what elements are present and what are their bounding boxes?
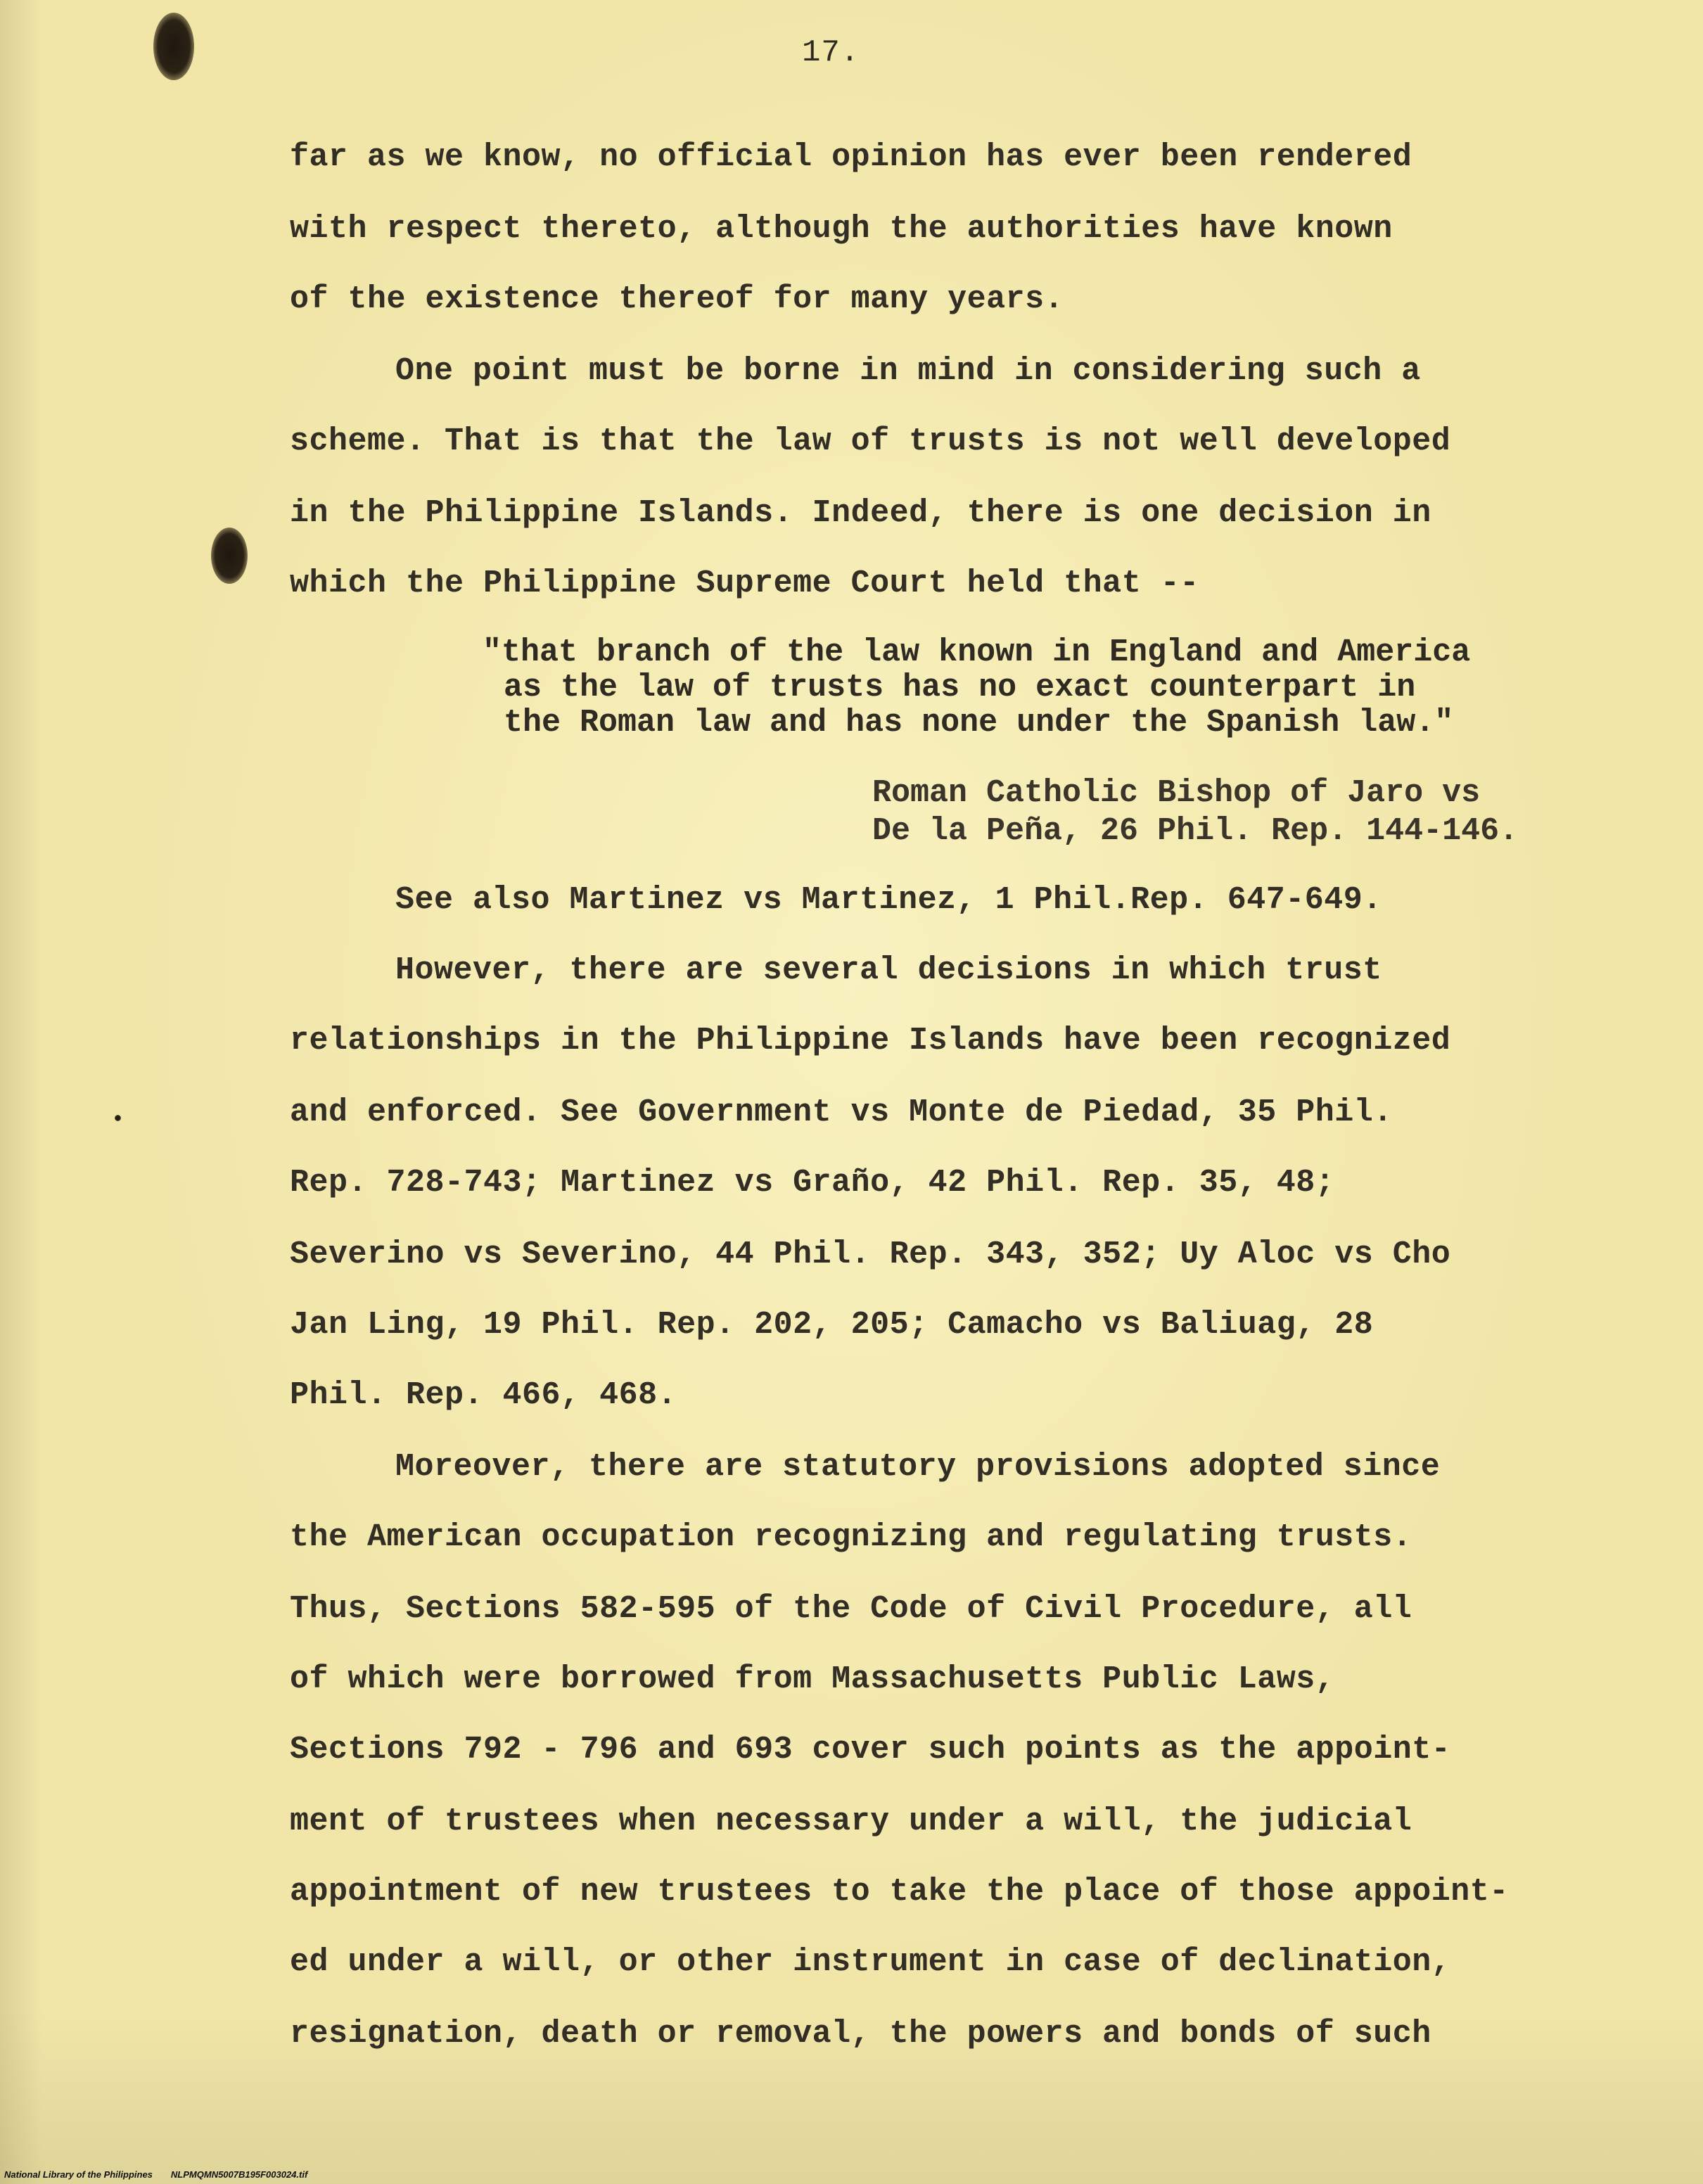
paragraph-3-line-3: and enforced. See Government vs Monte de Piedad, 35 Phil. bbox=[290, 1094, 1393, 1130]
paragraph-4-line-9: resignation, death or removal, the powers and bonds of such bbox=[290, 2016, 1431, 2052]
paragraph-1-line-2: with respect thereto, although the authorities have known bbox=[290, 211, 1393, 247]
quote-line-1: "that branch of the law known in England and America bbox=[483, 634, 1471, 670]
paragraph-4-line-3: Thus, Sections 582-595 of the Code of Civil Procedure, all bbox=[290, 1591, 1412, 1627]
paragraph-4-line-1: Moreover, there are statutory provisions adopted since bbox=[395, 1449, 1441, 1485]
paragraph-3-line-1: However, there are several decisions in which trust bbox=[395, 952, 1382, 988]
quote-line-2: as the law of trusts has no exact counterpart in bbox=[504, 670, 1416, 705]
citation-line-1: Roman Catholic Bishop of Jaro vs bbox=[872, 775, 1481, 811]
quote-line-3: the Roman law and has none under the Spanish law." bbox=[504, 705, 1454, 741]
paragraph-3-line-2: relationships in the Philippine Islands have been recognized bbox=[290, 1023, 1451, 1059]
ink-dot-small bbox=[115, 1115, 121, 1121]
paragraph-4-line-5: Sections 792 - 796 and 693 cover such points as the appoint- bbox=[290, 1732, 1451, 1768]
citation-line-2: De la Peña, 26 Phil. Rep. 144-146. bbox=[872, 813, 1519, 849]
paragraph-3-line-6: Jan Ling, 19 Phil. Rep. 202, 205; Camacho vs Baliuag, 28 bbox=[290, 1307, 1374, 1343]
footer-file-id: NLPMQMN5007B195F003024.tif bbox=[170, 2169, 308, 2180]
paragraph-2-line-2: scheme. That is that the law of trusts is not well developed bbox=[290, 423, 1451, 459]
paragraph-4-line-4: of which were borrowed from Massachusetts Public Laws, bbox=[290, 1661, 1335, 1697]
ink-blot-middle bbox=[211, 528, 248, 584]
paragraph-1-line-1: far as we know, no official opinion has ever been rendered bbox=[290, 139, 1412, 175]
paragraph-4-line-7: appointment of new trustees to take the place of those appoint- bbox=[290, 1874, 1509, 1910]
page-number: 17. bbox=[802, 35, 860, 70]
paragraph-1-line-3: of the existence thereof for many years. bbox=[290, 281, 1064, 317]
paragraph-4-line-8: ed under a will, or other instrument in case of declination, bbox=[290, 1944, 1451, 1980]
paragraph-3-line-5: Severino vs Severino, 44 Phil. Rep. 343, 352; Uy Aloc vs Cho bbox=[290, 1237, 1451, 1272]
see-also-line: See also Martinez vs Martinez, 1 Phil.Rep. 647-649. bbox=[395, 882, 1382, 918]
paragraph-2-line-4: which the Philippine Supreme Court held that -- bbox=[290, 566, 1199, 601]
archive-footer bbox=[4, 2169, 307, 2180]
paragraph-3-line-7: Phil. Rep. 466, 468. bbox=[290, 1377, 677, 1413]
paragraph-3-line-4: Rep. 728-743; Martinez vs Graño, 42 Phil. Rep. 35, 48; bbox=[290, 1165, 1335, 1201]
ink-blot-top bbox=[153, 13, 194, 80]
footer-source: National Library of the Philippines bbox=[4, 2169, 153, 2180]
paragraph-2-line-3: in the Philippine Islands. Indeed, there is one decision in bbox=[290, 495, 1431, 531]
paragraph-4-line-2: the American occupation recognizing and regulating trusts. bbox=[290, 1519, 1412, 1555]
paragraph-4-line-6: ment of trustees when necessary under a will, the judicial bbox=[290, 1803, 1412, 1839]
paragraph-2-line-1: One point must be borne in mind in considering such a bbox=[395, 353, 1421, 389]
